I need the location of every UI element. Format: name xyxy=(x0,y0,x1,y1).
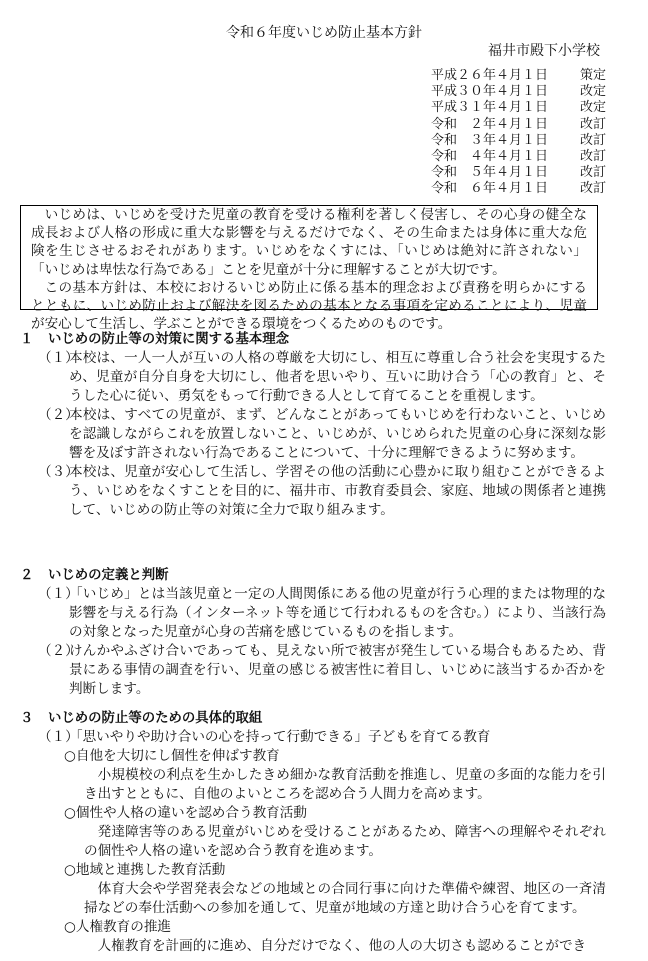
revision-action: 改定 xyxy=(579,100,606,116)
revision-action: 改訂 xyxy=(579,149,606,165)
sub-body: 体育大会や学習発表会などの地域との合同行事に向けた準備や練習、地区の一斉清掃などの奉仕活動への参加を通して、児童が地域の方達と助け合う心を育てます。 xyxy=(84,881,606,916)
item-marker: （３） xyxy=(38,464,79,480)
section-heading xyxy=(20,709,606,728)
revision-date: 令和 ２年４月１日 xyxy=(431,116,549,132)
section-heading xyxy=(20,566,606,585)
item-text: 「いじめ」とは当該児童と一定の人間関係にある他の児童が行う心理的または物理的な影響を与える行為（インターネット等を通じて行われるものを含む。）により、当該行為の対象となった児童が心身の苦痛を感じているものを指します。 xyxy=(69,586,606,640)
revision-action: 改訂 xyxy=(579,132,606,148)
section-number: ２ xyxy=(20,568,34,583)
section-title: いじめの防止等のための具体的取組 xyxy=(48,711,263,726)
item-marker: （１） xyxy=(38,729,79,745)
page-title: 令和６年度いじめ防止基本方針 xyxy=(226,25,422,41)
section-concrete-measures xyxy=(20,709,606,956)
revision-action: 改訂 xyxy=(579,165,606,181)
section-title: いじめの防止等の対策に関する基本理念 xyxy=(48,332,290,347)
revision-date: 令和 ４年４月１日 xyxy=(431,149,549,165)
sub-body: 発達障害等のある児童がいじめを受けることがあるため、障害への理解やそれぞれの個性や人格の違いを認め合う教育を進めます。 xyxy=(84,824,606,859)
list-item xyxy=(38,585,606,642)
revision-row xyxy=(431,84,606,100)
item-text: けんかやふざけ合いであっても、見えない所で被害が発生している場合もあるため、背景にある事情の調査を行い、児童の感じる被害性に着目し、いじめに該当するか否かを判断します。 xyxy=(69,643,606,697)
section-basic-principles xyxy=(20,330,606,520)
list-item xyxy=(38,642,606,699)
revision-action: 改訂 xyxy=(579,116,606,132)
item-marker: （１） xyxy=(38,350,79,366)
item-marker: （１） xyxy=(38,586,79,602)
revision-row xyxy=(431,100,606,116)
section-heading xyxy=(20,330,606,349)
revision-date: 平成３１年４月１日 xyxy=(431,100,549,116)
section-definition xyxy=(20,566,606,699)
item-text: 「思いやりや助け合いの心を持って行動できる」子どもを育てる教育 xyxy=(69,729,491,745)
intro-paragraph: いじめは、いじめを受けた児童の教育を受ける権利を著しく侵害し、その心身の健全な成長および人格の形成に重大な影響を与えるだけでなく、その生命または身体に重大な危険を生じさせるおそれがあります。いじめをなくすには、「いじめは絶対に許されない」「いじめは卑怯な行為である」ことを児童が十分に理解することが大切です。 xyxy=(31,207,587,278)
list-item xyxy=(38,728,606,747)
sub-heading: ○個性や人格の違いを認め合う教育活動 xyxy=(64,805,307,821)
revision-action: 改定 xyxy=(579,84,606,100)
item-text: 本校は、すべての児童が、まず、どんなことがあってもいじめを行わないこと、いじめを認識しながらこれを放置しないこと、いじめが、いじめられた児童の心身に深刻な影響を及ぼす許されない行為であることについて、十分に理解できるように努めます。 xyxy=(69,407,606,461)
section-title: いじめの定義と判断 xyxy=(48,568,169,583)
sub-body: 小規模校の利点を生かしたきめ細かな教育活動を推進し、児童の多面的な能力を引き出すとともに、自他のよいところを認め合う人間力を高めます。 xyxy=(84,767,606,802)
sub-heading: ○人権教育の推進 xyxy=(64,919,172,935)
revision-date: 令和 ６年４月１日 xyxy=(431,181,549,197)
list-item xyxy=(38,406,606,463)
section-number: ３ xyxy=(20,711,34,726)
intro-box xyxy=(20,205,598,333)
sub-body: 人権教育を計画的に進め、自分だけでなく、他の人の大切さも認めることができ xyxy=(97,938,587,954)
revision-row xyxy=(431,68,606,84)
item-marker: （２） xyxy=(38,643,79,659)
revision-row xyxy=(431,117,606,133)
sub-heading: ○地域と連携した教育活動 xyxy=(64,862,226,878)
item-text: 本校は、児童が安心して生活し、学習その他の活動に心豊かに取り組むことができるよう、いじめをなくすことを目的に、福井市、市教育委員会、家庭、地域の関係者と連携して、いじめの防止等の対策に全力で取り組みます。 xyxy=(69,464,606,518)
school-name: 福井市殿下小学校 xyxy=(488,43,600,59)
revision-row xyxy=(431,165,606,181)
revision-row xyxy=(431,133,606,149)
revision-row xyxy=(431,181,606,197)
revision-date: 令和 ５年４月１日 xyxy=(431,165,549,181)
list-item xyxy=(38,349,606,406)
revision-history xyxy=(431,68,606,198)
item-marker: （２） xyxy=(38,407,79,423)
list-item xyxy=(38,463,606,520)
revision-date: 平成２６年４月１日 xyxy=(431,68,549,83)
sub-heading: ○自他を大切にし個性を伸ばす教育 xyxy=(64,748,280,764)
intro-paragraph: この基本方針は、本校におけるいじめ防止に係る基本的理念および責務を明らかにするとともに、いじめ防止および解決を図るための基本となる事項を定めることにより、児童が安心して生活し、学ぶことができる環境をつくるためのものです。 xyxy=(31,279,587,333)
revision-date: 平成３０年４月１日 xyxy=(431,84,549,100)
revision-action: 策定 xyxy=(579,68,606,83)
revision-action: 改訂 xyxy=(579,181,606,197)
section-number: １ xyxy=(20,332,34,347)
revision-date: 令和 ３年４月１日 xyxy=(431,132,549,148)
item-text: 本校は、一人一人が互いの人格の尊厳を大切にし、相互に尊重し合う社会を実現するため、児童が自分自身を大切にし、他者を思いやり、互いに助け合う「心の教育」と、そうした心に従い、勇気をもって行動できる人として育てることを重視します。 xyxy=(69,350,606,404)
revision-row xyxy=(431,149,606,165)
